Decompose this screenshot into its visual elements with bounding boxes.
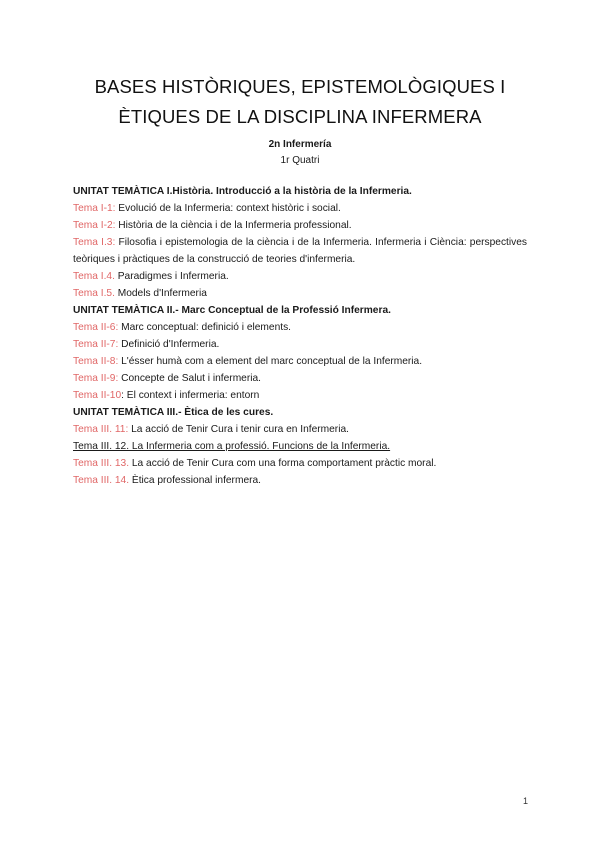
- topic-label: Tema II-6:: [73, 322, 119, 333]
- topic-text: Filosofia i epistemologia de la ciència i de la Infermeria. Infermeria i Ciència: perspectives teòriques i pràctiques de la construcció de teories d'infermeria.: [73, 237, 527, 265]
- topic-text: Ètica professional infermera.: [129, 475, 261, 486]
- topic-item: [73, 217, 527, 234]
- topic-label: Tema I-2:: [73, 220, 116, 231]
- topic-label: Tema III. 13.: [73, 458, 130, 469]
- topic-item: [73, 438, 527, 455]
- topic-text: Definició d'Infermeria.: [118, 339, 220, 350]
- topic-label: Tema II-8:: [73, 356, 119, 367]
- topic-item: [73, 421, 527, 438]
- topic-label: Tema I-1:: [73, 203, 116, 214]
- topic-text: La acció de Tenir Cura com una forma comportament pràctic moral.: [129, 458, 437, 469]
- topic-text: L'ésser humà com a element del marc conceptual de la Infermeria.: [118, 356, 423, 367]
- topic-label: Tema III. 14.: [73, 475, 130, 486]
- topic-item: [73, 234, 527, 268]
- topic-item: [73, 200, 527, 217]
- topic-label: Tema I.4.: [73, 271, 115, 282]
- topic-text: Paradigmes i Infermeria.: [114, 271, 229, 282]
- topic-text: Concepte de Salut i infermeria.: [118, 373, 261, 384]
- term-label: 1r Quatri: [280, 155, 320, 166]
- unit-heading-2: UNITAT TEMÀTICA II.- Marc Conceptual de la Professió Infermera.: [73, 305, 391, 316]
- topic-label: Tema II-7:: [73, 339, 119, 350]
- topic-label: Tema III. 11:: [73, 424, 129, 435]
- topic-label: Tema II-9:: [73, 373, 119, 384]
- topic-item: [73, 387, 527, 404]
- topic-text: Evolució de la Infermeria: context històric i social.: [115, 203, 341, 214]
- topic-text: Història de la ciència i de la Infermeria professional.: [115, 220, 352, 231]
- topic-item: [73, 455, 527, 472]
- topic-label: Tema II-10: [73, 390, 122, 401]
- course-label: 2n Infermería: [268, 139, 332, 150]
- topic-label: Tema I.5.: [73, 288, 115, 299]
- topic-item: [73, 353, 527, 370]
- topic-item: [73, 370, 527, 387]
- topic-item: [73, 319, 527, 336]
- topic-item: [73, 472, 527, 489]
- topic-text: Models d'Infermeria: [114, 288, 207, 299]
- topic-text: : El context i infermeria: entorn: [121, 390, 260, 401]
- topic-text: La acció de Tenir Cura i tenir cura en Infermeria.: [128, 424, 349, 435]
- document-title: BASES HISTÒRIQUES, EPISTEMOLÒGIQUES I ÈTIQUES DE LA DISCIPLINA INFERMERA: [94, 76, 506, 127]
- topic-item: [73, 336, 527, 353]
- topic-text: Marc conceptual: definició i elements.: [118, 322, 292, 333]
- topic-item: [73, 285, 527, 302]
- topic-item: [73, 268, 527, 285]
- page-number: 1: [522, 796, 528, 806]
- unit-heading-3: UNITAT TEMÀTICA III.- Ètica de les cures.: [73, 407, 274, 418]
- syllabus-content: [73, 183, 527, 489]
- topic-label: Tema I.3:: [73, 237, 116, 248]
- unit-heading-1: UNITAT TEMÀTICA I.Història. Introducció a la història de la Infermeria.: [73, 186, 412, 197]
- topic-text: Tema III. 12. La Infermeria com a professió. Funcions de la Infermeria.: [73, 441, 391, 452]
